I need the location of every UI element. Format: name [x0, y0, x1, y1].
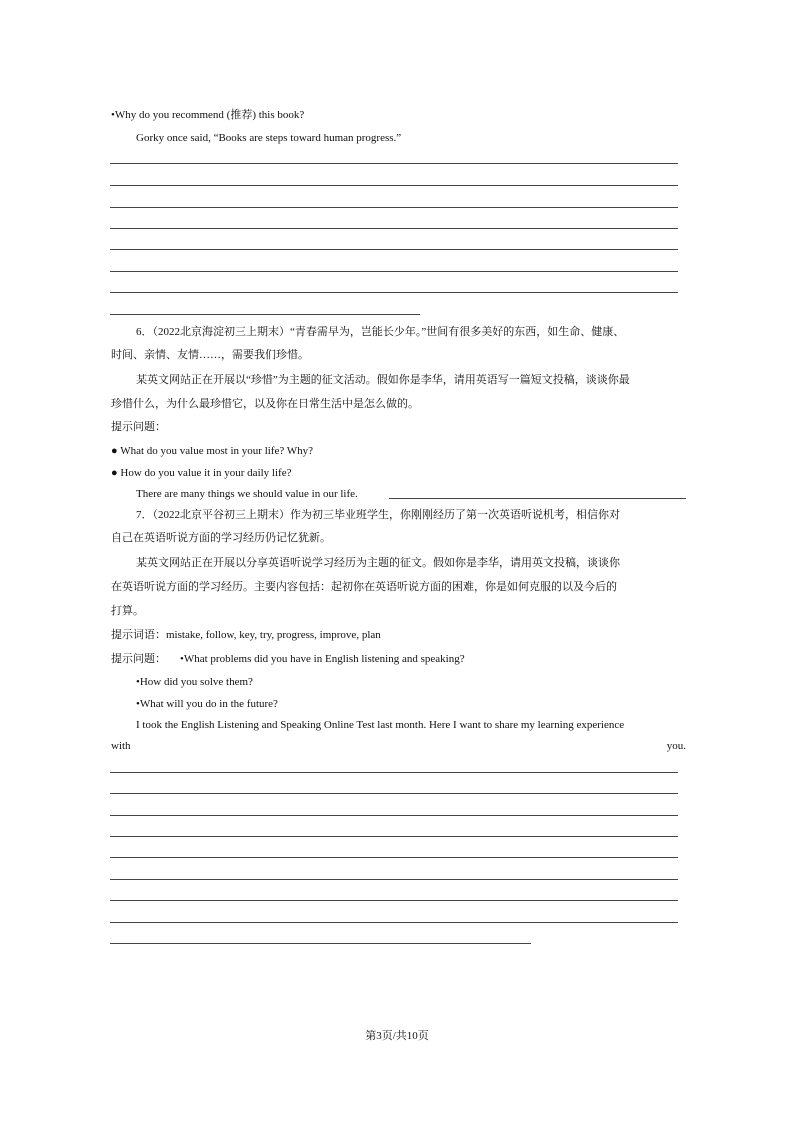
- q6-task-line: 珍惜什么，为什么最珍惜它，以及你在日常生活中是怎么做的。: [111, 398, 419, 410]
- q6-stem-line: 时间、亲情、友情……，需要我们珍惜。: [111, 349, 309, 361]
- starter-word-you: you.: [666, 740, 686, 752]
- q7-hint-question: •What will you do in the future?: [136, 698, 278, 710]
- answer-line[interactable]: [110, 922, 678, 923]
- answer-line[interactable]: [110, 207, 678, 208]
- answer-line[interactable]: [110, 793, 678, 794]
- q6-stem-line: 6．（2022北京海淀初三上期末）“青春需早为，岂能长少年。”世间有很多美好的东西，如生命、健康、: [136, 326, 625, 338]
- q6-hint-label: 提示问题：: [111, 421, 166, 433]
- q6-hint-question: ● How do you value it in your daily life?: [111, 467, 292, 479]
- q6-task-line: 某英文网站正在开展以“珍惜”为主题的征文活动。假如你是李华，请用英语写一篇短文投稿，谈谈你最: [136, 374, 630, 386]
- answer-line[interactable]: [110, 815, 678, 816]
- q7-task-line: 在英语听说方面的学习经历。主要内容包括：起初你在英语听说方面的困难，你是如何克服的以及今后的: [111, 581, 617, 593]
- q7-task-line: 某英文网站正在开展以分享英语听说学习经历为主题的征文。假如你是李华，请用英文投稿，谈谈你: [136, 557, 620, 569]
- answer-line[interactable]: [110, 185, 678, 186]
- answer-line[interactable]: [110, 271, 678, 272]
- q7-essay-starter-end: [111, 739, 686, 753]
- answer-line[interactable]: [110, 943, 531, 944]
- q7-essay-starter: I took the English Listening and Speaking Online Test last month. Here I want to share my learning experience: [136, 719, 625, 731]
- q7-stem-line: 7．（2022北京平谷初三上期末）作为初三毕业班学生，你刚刚经历了第一次英语听说机考，相信你对: [136, 509, 620, 521]
- q6-essay-starter: There are many things we should value in our life.: [136, 488, 358, 500]
- page-number: 第3页/共10页: [365, 1030, 429, 1042]
- answer-line[interactable]: [110, 900, 678, 901]
- q7-hint-question: •What problems did you have in English listening and speaking?: [180, 653, 465, 665]
- answer-line[interactable]: [110, 836, 678, 837]
- question-prompt: •Why do you recommend (推荐) this book?: [111, 109, 305, 121]
- starter-word-with: with: [111, 740, 131, 752]
- answer-line[interactable]: [110, 314, 420, 315]
- answer-line[interactable]: [110, 879, 678, 880]
- answer-line[interactable]: [110, 163, 678, 164]
- q7-hint-words: 提示词语：mistake, follow, key, try, progress, improve, plan: [111, 629, 381, 641]
- answer-line[interactable]: [110, 249, 678, 250]
- essay-starter: Gorky once said, “Books are steps toward human progress.”: [136, 132, 402, 144]
- answer-line[interactable]: [389, 498, 686, 499]
- answer-line[interactable]: [110, 292, 678, 293]
- q6-hint-question: ● What do you value most in your life? Why?: [111, 445, 314, 457]
- answer-line[interactable]: [110, 228, 678, 229]
- q7-task-line: 打算。: [111, 605, 144, 617]
- answer-line[interactable]: [110, 772, 678, 773]
- q7-hint-question: •How did you solve them?: [136, 676, 253, 688]
- answer-line[interactable]: [110, 857, 678, 858]
- q7-hint-label: 提示问题：: [111, 653, 166, 665]
- q7-stem-line: 自己在英语听说方面的学习经历仍记忆犹新。: [111, 532, 331, 544]
